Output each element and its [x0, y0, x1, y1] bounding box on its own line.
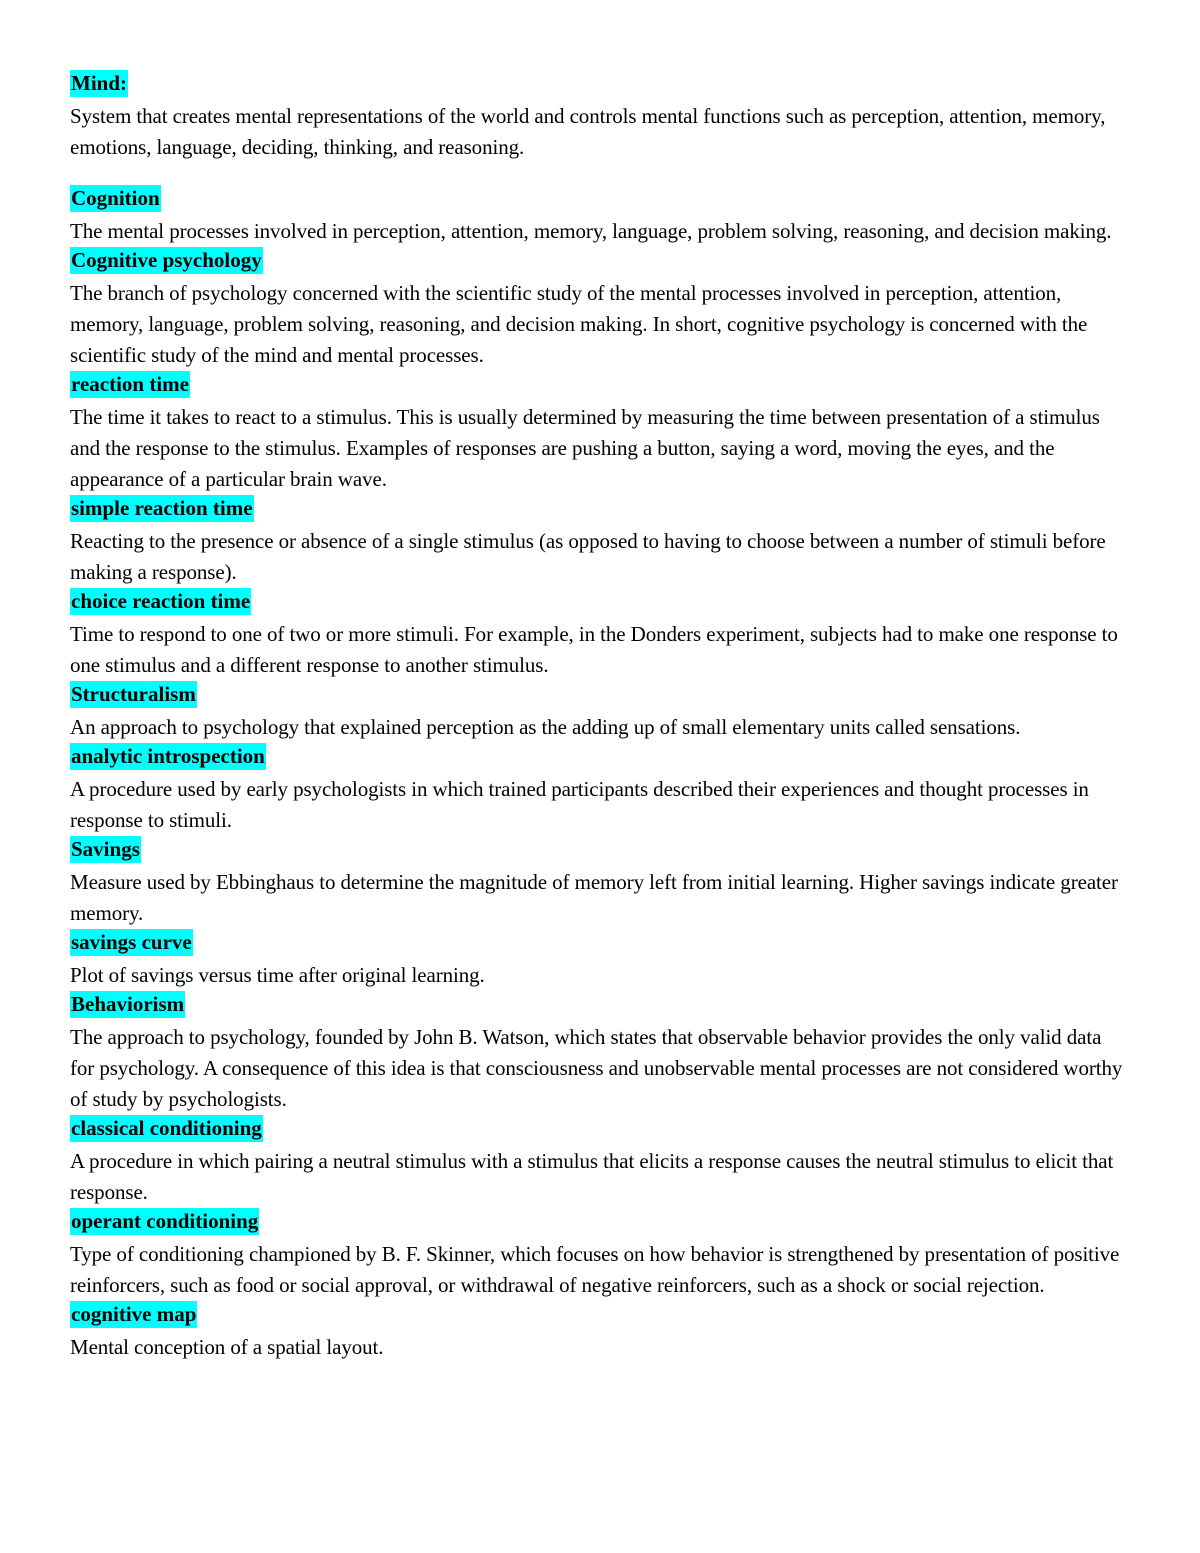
entry-simple-reaction-time: [70, 495, 1130, 588]
term-definition: Mental conception of a spatial layout.: [70, 1335, 384, 1359]
term-heading: choice reaction time: [71, 589, 251, 613]
term-heading: Structuralism: [71, 682, 196, 706]
term-heading: Cognition: [71, 186, 160, 210]
entry-operant-conditioning: [70, 1208, 1130, 1301]
document-page: [70, 70, 1130, 1363]
term-definition: A procedure used by early psychologists in which trained participants described their experiences and thought processes in response to stimuli.: [70, 777, 1089, 832]
entry-savings-curve: [70, 929, 1130, 991]
term-heading: Mind:: [71, 71, 128, 95]
term-heading: analytic introspection: [71, 744, 265, 768]
term-heading: simple reaction time: [71, 496, 253, 520]
entry-reaction-time: [70, 371, 1130, 495]
entry-cognition: [70, 185, 1130, 247]
term-definition: Measure used by Ebbinghaus to determine the magnitude of memory left from initial learning. Higher savings indicate greater memory.: [70, 870, 1118, 925]
term-heading: Savings: [71, 837, 140, 861]
term-definition: The time it takes to react to a stimulus. This is usually determined by measuring the time between presentation of a stimulus and the response to the stimulus. Examples of responses are pushing a button, saying a word, moving the eyes, and the appearance of a particular brain wave.: [70, 405, 1100, 491]
term-definition: System that creates mental representations of the world and controls mental functions such as perception, attention, memory, emotions, language, deciding, thinking, and reasoning.: [70, 104, 1106, 159]
term-definition: Reacting to the presence or absence of a single stimulus (as opposed to having to choose between a number of stimuli before making a response).: [70, 529, 1106, 584]
entry-cognitive-map: [70, 1301, 1130, 1363]
term-heading: Behaviorism: [71, 992, 185, 1016]
entry-classical-conditioning: [70, 1115, 1130, 1208]
entry-structuralism: [70, 681, 1130, 743]
term-heading: cognitive map: [71, 1302, 197, 1326]
term-definition: The branch of psychology concerned with the scientific study of the mental processes involved in perception, attention, memory, language, problem solving, reasoning, and decision making. In short, cognitive psychology is concerned with the scientific study of the mind and mental processes.: [70, 281, 1088, 367]
term-heading: reaction time: [71, 372, 189, 396]
term-heading: Cognitive psychology: [71, 248, 262, 272]
entry-cognitive-psychology: [70, 247, 1130, 371]
entry-mind: [70, 70, 1130, 163]
term-definition: An approach to psychology that explained perception as the adding up of small elementary units called sensations.: [70, 715, 1021, 739]
term-definition: Time to respond to one of two or more stimuli. For example, in the Donders experiment, subjects had to make one response to one stimulus and a different response to another stimulus.: [70, 622, 1118, 677]
entry-behaviorism: [70, 991, 1130, 1115]
entry-savings: [70, 836, 1130, 929]
term-heading: operant conditioning: [71, 1209, 259, 1233]
term-heading: savings curve: [71, 930, 192, 954]
term-heading: classical conditioning: [71, 1116, 262, 1140]
term-definition: Plot of savings versus time after original learning.: [70, 963, 485, 987]
term-definition: The approach to psychology, founded by John B. Watson, which states that observable behavior provides the only valid data for psychology. A consequence of this idea is that consciousness and unobservable mental processes are not considered worthy of study by psychologists.: [70, 1025, 1123, 1111]
entry-choice-reaction-time: [70, 588, 1130, 681]
term-definition: The mental processes involved in perception, attention, memory, language, problem solving, reasoning, and decision making.: [70, 219, 1112, 243]
entry-analytic-introspection: [70, 743, 1130, 836]
term-definition: A procedure in which pairing a neutral stimulus with a stimulus that elicits a response causes the neutral stimulus to elicit that response.: [70, 1149, 1114, 1204]
term-definition: Type of conditioning championed by B. F. Skinner, which focuses on how behavior is strengthened by presentation of positive reinforcers, such as food or social approval, or withdrawal of negative reinforcers, such as a shock or social rejection.: [70, 1242, 1120, 1297]
